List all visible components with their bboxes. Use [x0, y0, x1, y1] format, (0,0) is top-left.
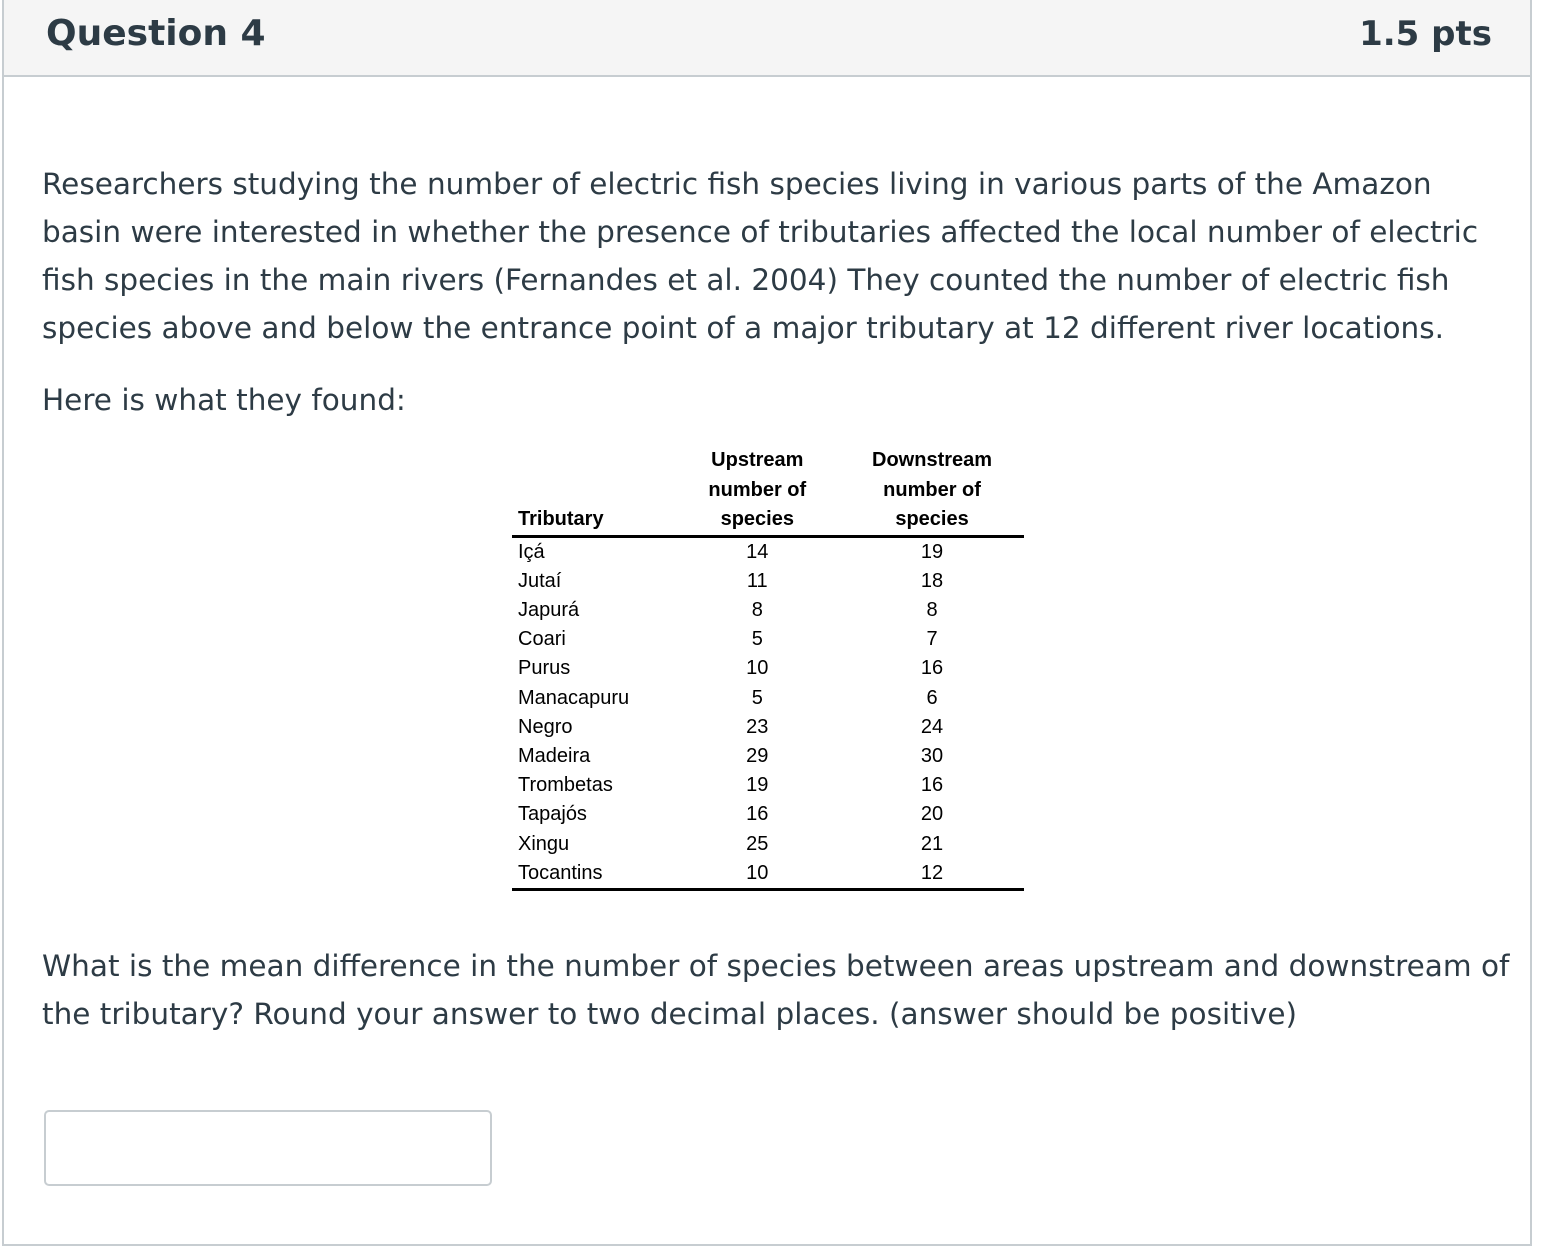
- cell-tributary: Jutaí: [518, 569, 562, 592]
- header-tributary: Tributary: [512, 446, 675, 536]
- cell-downstream: 18: [920, 569, 944, 592]
- cell-tributary: Japurá: [518, 598, 580, 621]
- question-title: Question 4: [46, 13, 266, 54]
- cell-upstream: 19: [746, 774, 769, 797]
- table-row: [512, 596, 1024, 625]
- cell-downstream: 19: [920, 540, 944, 563]
- cell-downstream: 8: [926, 598, 938, 621]
- cell-downstream: 6: [926, 686, 938, 709]
- cell-upstream: 5: [751, 686, 763, 709]
- question-points: 1.5 pts: [1359, 14, 1492, 54]
- cell-upstream: 29: [746, 744, 769, 767]
- answer-input[interactable]: [44, 1110, 492, 1186]
- table-header-row: [512, 446, 1024, 536]
- found-text: Here is what they found:: [42, 383, 406, 417]
- cell-tributary: Purus: [518, 657, 571, 680]
- cell-tributary: Tapajós: [518, 803, 587, 826]
- cell-tributary: Madeira: [518, 744, 591, 767]
- cell-upstream: 23: [746, 715, 769, 738]
- table-row: [512, 771, 1024, 800]
- header-downstream: Downstream number of species: [840, 446, 1024, 536]
- cell-tributary: Manacapuru: [518, 686, 630, 709]
- cell-downstream: 20: [920, 803, 944, 826]
- cell-downstream: 16: [920, 774, 944, 797]
- data-table-container: [512, 446, 1024, 891]
- cell-upstream: 14: [746, 540, 769, 563]
- cell-upstream: 8: [751, 598, 763, 621]
- cell-upstream: 10: [746, 657, 769, 680]
- cell-downstream: 16: [920, 657, 944, 680]
- cell-tributary: Negro: [518, 715, 573, 738]
- cell-tributary: Coari: [518, 628, 566, 651]
- species-table: [512, 446, 1024, 891]
- table-row: [512, 536, 1024, 567]
- question-header: [4, 0, 1530, 77]
- cell-upstream: 11: [746, 569, 768, 592]
- cell-upstream: 16: [746, 803, 769, 826]
- table-row: [512, 684, 1024, 713]
- header-upstream: Upstream number of species: [675, 446, 841, 536]
- cell-tributary: Trombetas: [518, 774, 613, 797]
- cell-tributary: Içá: [518, 540, 545, 563]
- table-row: [512, 567, 1024, 596]
- cell-upstream: 10: [675, 859, 841, 890]
- cell-tributary: Xingu: [518, 832, 570, 855]
- question-prompt: What is the mean difference in the number of species between areas upstream and downstream of the tributary? Round your answer to two decimal places. (answer should be positive): [42, 949, 1510, 1031]
- table-row: [512, 830, 1024, 859]
- cell-downstream: 12: [840, 859, 1024, 890]
- cell-downstream: 21: [920, 832, 944, 855]
- question-text: Researchers studying the number of electric fish species living in various parts of the Amazon basin were interested in whether the presence of tributaries affected the local number of electric fish species in the main rivers (Fernandes et al. 2004) They counted the number of electric fish species above and below the entrance point of a major tributary at 12 different river locations.: [42, 167, 1479, 345]
- cell-downstream: 30: [920, 744, 944, 767]
- cell-upstream: 25: [746, 832, 769, 855]
- table-row: [512, 713, 1024, 742]
- table-row: [512, 800, 1024, 829]
- cell-downstream: 24: [920, 715, 944, 738]
- cell-upstream: 5: [751, 628, 763, 651]
- table-row: [512, 742, 1024, 771]
- table-row: [512, 654, 1024, 683]
- table-row: [512, 859, 1024, 890]
- cell-downstream: 7: [926, 628, 938, 651]
- table-row: [512, 625, 1024, 654]
- cell-tributary: Tocantins: [512, 859, 675, 890]
